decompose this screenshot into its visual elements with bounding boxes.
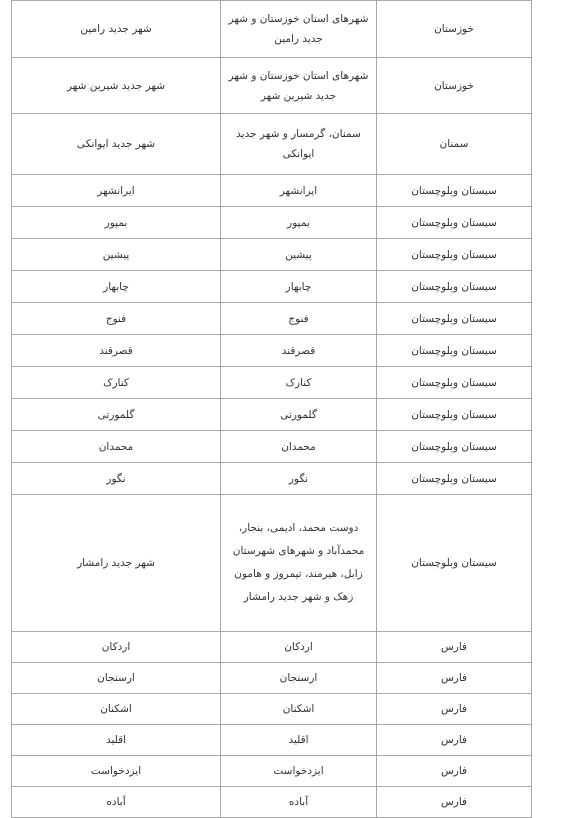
city-cell: اقلید: [12, 725, 221, 756]
city-cell: نگور: [12, 463, 221, 495]
province-cell: فارس: [377, 632, 532, 663]
document-body: [11, 0, 531, 818]
area-cell: ایزدخواست: [221, 756, 377, 787]
province-cell: سیستان وبلوچستان: [377, 431, 532, 463]
city-cell: چابهار: [12, 271, 221, 303]
table-row: [12, 632, 532, 663]
province-cell: فارس: [377, 694, 532, 725]
area-cell: چابهار: [221, 271, 377, 303]
area-cell: کنارک: [221, 367, 377, 399]
province-cell: فارس: [377, 663, 532, 694]
area-cell: گلمورتی: [221, 399, 377, 431]
area-text: شهرهای استان خوزستان و شهر جدید رامین: [228, 13, 369, 45]
table-row: [12, 58, 532, 114]
table-row: [12, 756, 532, 787]
area-cell: پیشین: [221, 239, 377, 271]
area-cell: نگور: [221, 463, 377, 495]
province-cell: سیستان وبلوچستان: [377, 495, 532, 632]
area-cell: اردکان: [221, 632, 377, 663]
city-cell: گلمورتی: [12, 399, 221, 431]
area-cell: اقلید: [221, 725, 377, 756]
table-row: [12, 725, 532, 756]
area-text: دوست محمد، ادیمی، بنجار، محمدآباد و شهرهای شهرستان زابل، هیرمند، تیمروز و هامون زهک و شهر جدید رامشار: [232, 522, 365, 603]
table-row: [12, 787, 532, 818]
city-cell: کنارک: [12, 367, 221, 399]
table-row: [12, 399, 532, 431]
city-cell: ایرانشهر: [12, 175, 221, 207]
province-cell: سمنان: [377, 114, 532, 175]
table-row: [12, 239, 532, 271]
city-cell: فنوج: [12, 303, 221, 335]
table-row: [12, 114, 532, 175]
table-row: [12, 367, 532, 399]
table-row: [12, 303, 532, 335]
area-cell: محمدان: [221, 431, 377, 463]
province-cell: سیستان وبلوچستان: [377, 399, 532, 431]
area-cell: [221, 114, 377, 175]
area-text: سمنان، گرمسار و شهر جدید ایوانکی: [236, 128, 361, 160]
area-cell: بمپور: [221, 207, 377, 239]
table-row: [12, 335, 532, 367]
table-row: [12, 495, 532, 632]
area-cell: [221, 495, 377, 632]
city-cell: اشکنان: [12, 694, 221, 725]
province-cell: فارس: [377, 756, 532, 787]
city-cell: شهر جدید ایوانکی: [12, 114, 221, 175]
table-row: [12, 207, 532, 239]
area-text: شهرهای استان خوزستان و شهر جدید شیرین شهر: [228, 69, 369, 102]
province-cell: فارس: [377, 725, 532, 756]
area-cell: ایرانشهر: [221, 175, 377, 207]
city-cell: اردکان: [12, 632, 221, 663]
city-cell: شهر جدید شیرین شهر: [12, 58, 221, 114]
cities-table: [11, 0, 532, 818]
area-cell: اشکنان: [221, 694, 377, 725]
area-cell: آباده: [221, 787, 377, 818]
table-row: [12, 431, 532, 463]
table-row: [12, 663, 532, 694]
city-cell: پیشین: [12, 239, 221, 271]
city-cell: بمپور: [12, 207, 221, 239]
province-cell: سیستان وبلوچستان: [377, 367, 532, 399]
city-cell: ایزدخواست: [12, 756, 221, 787]
area-cell: [221, 1, 377, 58]
area-cell: فنوج: [221, 303, 377, 335]
area-cell: ارسنجان: [221, 663, 377, 694]
table-row: [12, 175, 532, 207]
city-cell: شهر جدید رامین: [12, 1, 221, 58]
area-cell: [221, 58, 377, 114]
city-cell: قصرقند: [12, 335, 221, 367]
table-row: [12, 1, 532, 58]
city-cell: آباده: [12, 787, 221, 818]
table-row: [12, 694, 532, 725]
city-cell: ارسنجان: [12, 663, 221, 694]
city-cell: شهر جدید رامشار: [12, 495, 221, 632]
province-cell: خوزستان: [377, 1, 532, 58]
province-cell: سیستان وبلوچستان: [377, 463, 532, 495]
province-cell: سیستان وبلوچستان: [377, 207, 532, 239]
table-row: [12, 463, 532, 495]
area-cell: قصرقند: [221, 335, 377, 367]
province-cell: خوزستان: [377, 58, 532, 114]
province-cell: سیستان وبلوچستان: [377, 303, 532, 335]
province-cell: سیستان وبلوچستان: [377, 335, 532, 367]
table-row: [12, 271, 532, 303]
province-cell: سیستان وبلوچستان: [377, 271, 532, 303]
province-cell: سیستان وبلوچستان: [377, 239, 532, 271]
province-cell: فارس: [377, 787, 532, 818]
province-cell: سیستان وبلوچستان: [377, 175, 532, 207]
city-cell: محمدان: [12, 431, 221, 463]
